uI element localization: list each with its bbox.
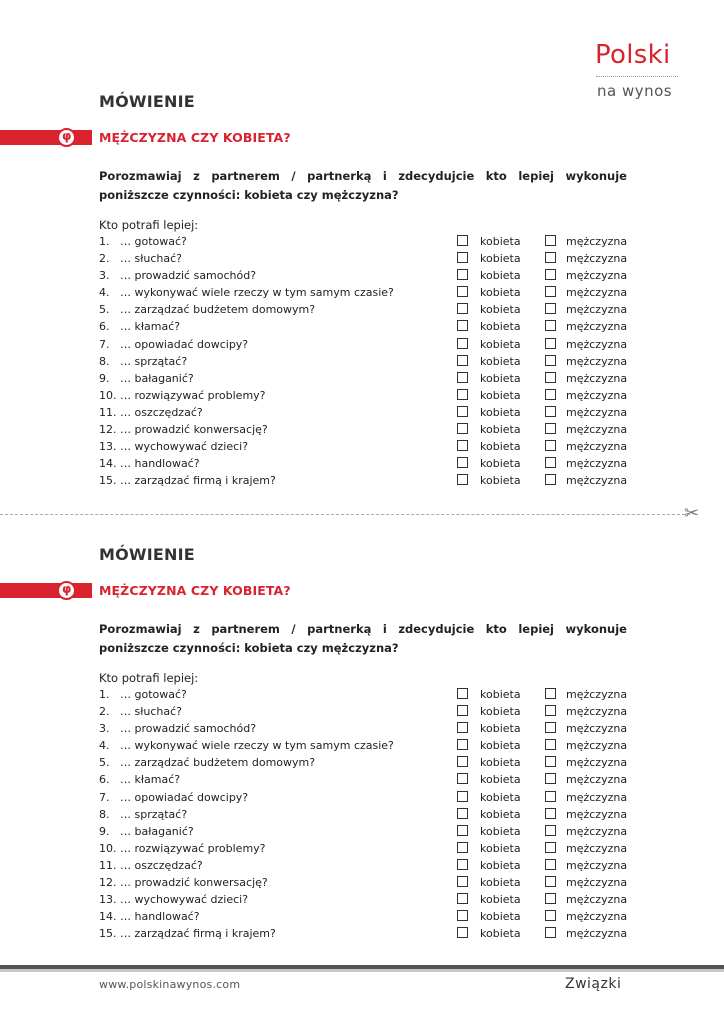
- item-number: 3.: [99, 722, 110, 736]
- speech-icon: φ: [57, 128, 76, 147]
- item-text: … handlować?: [120, 910, 200, 924]
- female-checkbox[interactable]: [457, 235, 468, 246]
- item-number: 7.: [99, 337, 110, 351]
- item-text: … słuchać?: [120, 252, 182, 266]
- female-option-label: kobieta: [480, 688, 521, 701]
- female-option-label: kobieta: [480, 252, 521, 266]
- item-text: … wychowywać dzieci?: [120, 440, 249, 454]
- item-number: 2.: [99, 705, 110, 719]
- item-number: 13.: [99, 893, 117, 907]
- instruction-text: Porozmawiaj z partnerem / partnerką i zdecydujcie kto lepiej wykonuje poniższcze czynności: kobieta czy mężczyzna?: [99, 169, 627, 202]
- item-text: … opowiadać dowcipy?: [120, 337, 249, 351]
- item-number: 8.: [99, 807, 110, 821]
- item-text: … prowadzić samochód?: [120, 269, 257, 283]
- female-option-label: kobieta: [480, 739, 521, 753]
- list-item: [99, 353, 639, 370]
- item-text: … kłamać?: [120, 320, 181, 334]
- male-option-label: mężczyzna: [566, 893, 628, 907]
- list-item: [99, 806, 639, 823]
- item-number: 4.: [99, 286, 110, 300]
- female-checkbox[interactable]: [457, 927, 468, 938]
- item-number: 13.: [99, 440, 117, 454]
- item-number: 14.: [99, 457, 117, 471]
- female-option-label: kobieta: [480, 824, 521, 838]
- male-checkbox[interactable]: [545, 705, 556, 716]
- female-option-label: kobieta: [480, 286, 521, 300]
- female-option-label: kobieta: [480, 303, 521, 317]
- female-checkbox[interactable]: [457, 688, 468, 699]
- female-option-label: kobieta: [480, 893, 521, 907]
- male-checkbox[interactable]: [545, 252, 556, 263]
- list-item: [99, 925, 639, 942]
- list-item: [99, 421, 639, 438]
- female-option-label: kobieta: [480, 474, 521, 488]
- female-checkbox[interactable]: [457, 825, 468, 836]
- item-text: … zarządzać budżetem domowym?: [120, 756, 316, 770]
- male-checkbox[interactable]: [545, 372, 556, 383]
- male-checkbox[interactable]: [545, 910, 556, 921]
- instruction-text: Porozmawiaj z partnerem / partnerką i zdecydujcie kto lepiej wykonuje poniższcze czynności: kobieta czy mężczyzna?: [99, 622, 627, 655]
- brand-tagline: na wynos: [597, 82, 673, 100]
- male-checkbox[interactable]: [545, 303, 556, 314]
- female-option-label: kobieta: [480, 337, 521, 351]
- item-number: 1.: [99, 235, 110, 248]
- male-checkbox[interactable]: [545, 457, 556, 468]
- item-text: … rozwiązywać problemy?: [120, 388, 266, 402]
- male-checkbox[interactable]: [545, 286, 556, 297]
- male-option-label: mężczyzna: [566, 790, 628, 804]
- female-checkbox[interactable]: [457, 722, 468, 733]
- male-option-label: mężczyzna: [566, 910, 628, 924]
- female-checkbox[interactable]: [457, 808, 468, 819]
- accent-bar: [0, 130, 92, 145]
- list-item: [99, 438, 639, 455]
- male-checkbox[interactable]: [545, 338, 556, 349]
- list-item: [99, 703, 639, 720]
- male-checkbox[interactable]: [545, 235, 556, 246]
- list-item: [99, 250, 639, 267]
- female-checkbox[interactable]: [457, 406, 468, 417]
- item-text: … bałaganić?: [120, 824, 194, 838]
- list-item: [99, 840, 639, 857]
- item-number: 12.: [99, 876, 117, 890]
- item-number: 14.: [99, 910, 117, 924]
- item-text: … rozwiązywać problemy?: [120, 841, 266, 855]
- female-checkbox[interactable]: [457, 338, 468, 349]
- male-option-label: mężczyzna: [566, 739, 628, 753]
- female-option-label: kobieta: [480, 320, 521, 334]
- item-number: 7.: [99, 790, 110, 804]
- list-item: [99, 318, 639, 335]
- item-text: … prowadzić konwersację?: [120, 876, 268, 890]
- item-text: … bałaganić?: [120, 371, 194, 385]
- item-text: … zarządzać budżetem domowym?: [120, 303, 316, 317]
- male-checkbox[interactable]: [545, 842, 556, 853]
- male-option-label: mężczyzna: [566, 773, 628, 787]
- male-option-label: mężczyzna: [566, 705, 628, 719]
- list-item: [99, 720, 639, 737]
- item-number: 10.: [99, 841, 117, 855]
- item-number: 11.: [99, 858, 117, 872]
- male-option-label: mężczyzna: [566, 688, 628, 701]
- item-text: … sprzątać?: [120, 807, 188, 821]
- female-checkbox[interactable]: [457, 286, 468, 297]
- item-text: … opowiadać dowcipy?: [120, 790, 249, 804]
- female-checkbox[interactable]: [457, 457, 468, 468]
- female-option-label: kobieta: [480, 927, 521, 941]
- male-option-label: mężczyzna: [566, 320, 628, 334]
- accent-bar: [0, 583, 92, 598]
- list-item: [99, 472, 639, 489]
- female-option-label: kobieta: [480, 440, 521, 454]
- item-number: 12.: [99, 423, 117, 437]
- male-checkbox[interactable]: [545, 791, 556, 802]
- list-item: [99, 387, 639, 404]
- female-option-label: kobieta: [480, 705, 521, 719]
- female-option-label: kobieta: [480, 807, 521, 821]
- female-option-label: kobieta: [480, 790, 521, 804]
- list-item: [99, 370, 639, 387]
- list-item: [99, 686, 639, 703]
- list-item: [99, 737, 639, 754]
- female-checkbox[interactable]: [457, 423, 468, 434]
- female-option-label: kobieta: [480, 388, 521, 402]
- female-option-label: kobieta: [480, 722, 521, 736]
- item-text: … wykonywać wiele rzeczy w tym samym czasie?: [120, 739, 394, 753]
- list-item: [99, 823, 639, 840]
- female-option-label: kobieta: [480, 773, 521, 787]
- item-text: … wychowywać dzieci?: [120, 893, 249, 907]
- female-checkbox[interactable]: [457, 859, 468, 870]
- female-checkbox[interactable]: [457, 355, 468, 366]
- item-number: 1.: [99, 688, 110, 701]
- item-text: … kłamać?: [120, 773, 181, 787]
- male-option-label: mężczyzna: [566, 252, 628, 266]
- male-checkbox[interactable]: [545, 688, 556, 699]
- item-number: 10.: [99, 388, 117, 402]
- male-option-label: mężczyzna: [566, 235, 628, 248]
- male-option-label: mężczyzna: [566, 457, 628, 471]
- female-checkbox[interactable]: [457, 876, 468, 887]
- list-item: [99, 908, 639, 925]
- item-text: … gotować?: [120, 688, 187, 701]
- item-text: … oszczędzać?: [120, 858, 203, 872]
- male-checkbox[interactable]: [545, 474, 556, 485]
- list-item: [99, 771, 639, 788]
- item-text: … oszczędzać?: [120, 405, 203, 419]
- female-checkbox[interactable]: [457, 320, 468, 331]
- male-option-label: mężczyzna: [566, 354, 628, 368]
- item-number: 9.: [99, 824, 110, 838]
- footer-bar-shadow: [0, 969, 724, 972]
- male-option-label: mężczyzna: [566, 388, 628, 402]
- footer-url: www.polskinawynos.com: [99, 978, 241, 991]
- item-text: … sprzątać?: [120, 354, 188, 368]
- list-item: [99, 301, 639, 318]
- female-checkbox[interactable]: [457, 389, 468, 400]
- list-item: [99, 284, 639, 301]
- footer-topic: Związki: [565, 976, 622, 992]
- female-option-label: kobieta: [480, 858, 521, 872]
- question-text: Kto potrafi lepiej:: [99, 218, 199, 232]
- female-checkbox[interactable]: [457, 303, 468, 314]
- male-checkbox[interactable]: [545, 893, 556, 904]
- male-checkbox[interactable]: [545, 773, 556, 784]
- female-option-label: kobieta: [480, 423, 521, 437]
- item-number: 6.: [99, 320, 110, 334]
- male-option-label: mężczyzna: [566, 440, 628, 454]
- list-item: [99, 336, 639, 353]
- scissors-icon: ✂: [684, 503, 700, 524]
- list-item: [99, 789, 639, 806]
- male-checkbox[interactable]: [545, 859, 556, 870]
- male-checkbox[interactable]: [545, 927, 556, 938]
- male-checkbox[interactable]: [545, 440, 556, 451]
- female-checkbox[interactable]: [457, 705, 468, 716]
- male-option-label: mężczyzna: [566, 722, 628, 736]
- male-checkbox[interactable]: [545, 269, 556, 280]
- female-checkbox[interactable]: [457, 440, 468, 451]
- item-text: … wykonywać wiele rzeczy w tym samym czasie?: [120, 286, 394, 300]
- item-number: 15.: [99, 474, 117, 488]
- section-subtitle: MĘŻCZYZNA CZY KOBIETA?: [99, 583, 291, 598]
- item-text: … gotować?: [120, 235, 187, 248]
- male-option-label: mężczyzna: [566, 303, 628, 317]
- female-option-label: kobieta: [480, 354, 521, 368]
- female-checkbox[interactable]: [457, 252, 468, 263]
- female-checkbox[interactable]: [457, 842, 468, 853]
- female-option-label: kobieta: [480, 756, 521, 770]
- male-checkbox[interactable]: [545, 389, 556, 400]
- female-option-label: kobieta: [480, 405, 521, 419]
- male-option-label: mężczyzna: [566, 269, 628, 283]
- speech-icon: φ: [57, 581, 76, 600]
- section-heading: MÓWIENIE: [99, 92, 195, 111]
- item-number: 8.: [99, 354, 110, 368]
- male-option-label: mężczyzna: [566, 756, 628, 770]
- section-subtitle: MĘŻCZYZNA CZY KOBIETA?: [99, 130, 291, 145]
- brand-name: Polski: [595, 40, 671, 70]
- male-checkbox[interactable]: [545, 808, 556, 819]
- male-option-label: mężczyzna: [566, 858, 628, 872]
- female-checkbox[interactable]: [457, 474, 468, 485]
- list-item: [99, 455, 639, 472]
- item-number: 15.: [99, 927, 117, 941]
- male-option-label: mężczyzna: [566, 371, 628, 385]
- list-item: [99, 857, 639, 874]
- male-option-label: mężczyzna: [566, 405, 628, 419]
- female-option-label: kobieta: [480, 910, 521, 924]
- male-option-label: mężczyzna: [566, 876, 628, 890]
- list-item: [99, 874, 639, 891]
- item-number: 5.: [99, 303, 110, 317]
- female-checkbox[interactable]: [457, 739, 468, 750]
- cut-line: [0, 514, 690, 515]
- male-option-label: mężczyzna: [566, 474, 628, 488]
- item-number: 4.: [99, 739, 110, 753]
- male-checkbox[interactable]: [545, 423, 556, 434]
- male-option-label: mężczyzna: [566, 286, 628, 300]
- item-text: … prowadzić samochód?: [120, 722, 257, 736]
- female-checkbox[interactable]: [457, 791, 468, 802]
- male-option-label: mężczyzna: [566, 927, 628, 941]
- female-option-label: kobieta: [480, 371, 521, 385]
- item-number: 5.: [99, 756, 110, 770]
- female-checkbox[interactable]: [457, 372, 468, 383]
- male-checkbox[interactable]: [545, 355, 556, 366]
- item-text: … słuchać?: [120, 705, 182, 719]
- brand-logo: [592, 40, 687, 104]
- male-checkbox[interactable]: [545, 876, 556, 887]
- female-option-label: kobieta: [480, 457, 521, 471]
- male-option-label: mężczyzna: [566, 841, 628, 855]
- male-option-label: mężczyzna: [566, 423, 628, 437]
- list-item: [99, 404, 639, 421]
- male-checkbox[interactable]: [545, 406, 556, 417]
- list-item: [99, 233, 639, 250]
- female-checkbox[interactable]: [457, 756, 468, 767]
- female-option-label: kobieta: [480, 876, 521, 890]
- female-checkbox[interactable]: [457, 773, 468, 784]
- item-text: … prowadzić konwersację?: [120, 423, 268, 437]
- list-item: [99, 267, 639, 284]
- male-option-label: mężczyzna: [566, 807, 628, 821]
- item-number: 2.: [99, 252, 110, 266]
- activity-list: [99, 233, 639, 489]
- female-option-label: kobieta: [480, 269, 521, 283]
- question-text: Kto potrafi lepiej:: [99, 671, 199, 685]
- male-checkbox[interactable]: [545, 320, 556, 331]
- item-number: 9.: [99, 371, 110, 385]
- female-option-label: kobieta: [480, 235, 521, 248]
- male-option-label: mężczyzna: [566, 337, 628, 351]
- brand-divider: [596, 76, 678, 77]
- male-checkbox[interactable]: [545, 825, 556, 836]
- female-option-label: kobieta: [480, 841, 521, 855]
- male-option-label: mężczyzna: [566, 824, 628, 838]
- item-text: … zarządzać firmą i krajem?: [120, 474, 276, 488]
- item-text: … handlować?: [120, 457, 200, 471]
- female-checkbox[interactable]: [457, 893, 468, 904]
- list-item: [99, 754, 639, 771]
- section-heading: MÓWIENIE: [99, 545, 195, 564]
- male-checkbox[interactable]: [545, 756, 556, 767]
- item-number: 11.: [99, 405, 117, 419]
- female-checkbox[interactable]: [457, 269, 468, 280]
- male-checkbox[interactable]: [545, 739, 556, 750]
- female-checkbox[interactable]: [457, 910, 468, 921]
- list-item: [99, 891, 639, 908]
- item-text: … zarządzać firmą i krajem?: [120, 927, 276, 941]
- activity-list: [99, 686, 639, 942]
- male-checkbox[interactable]: [545, 722, 556, 733]
- item-number: 3.: [99, 269, 110, 283]
- item-number: 6.: [99, 773, 110, 787]
